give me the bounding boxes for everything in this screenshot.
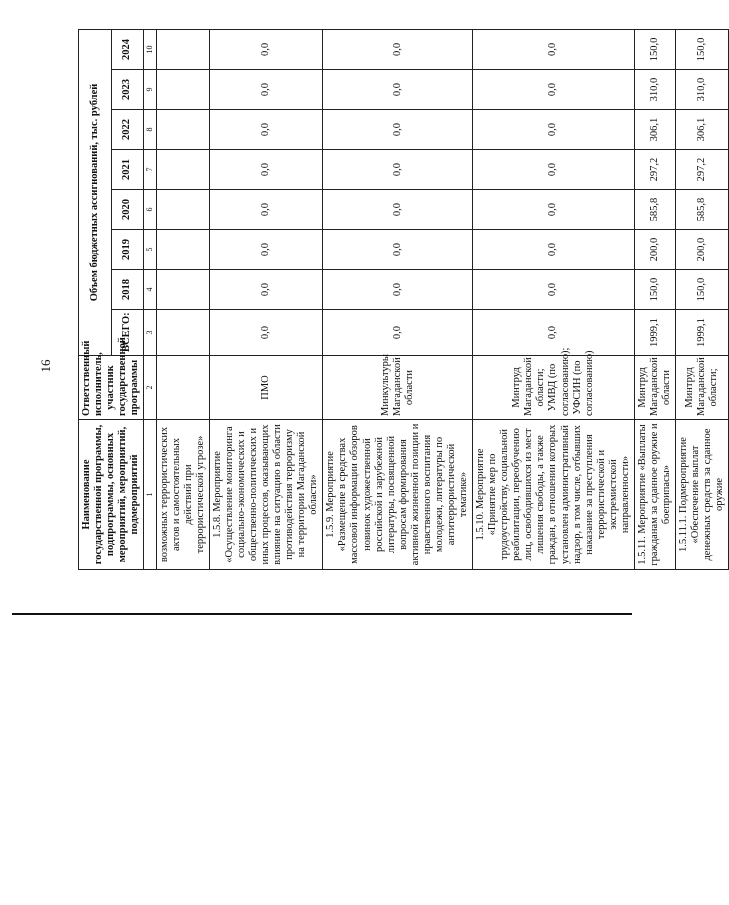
row-name: 1.5.11.1. Подмероприятие «Обеспечение выплат денежных средств за сданное оружие bbox=[676, 420, 729, 570]
row-value: 0,0 bbox=[209, 70, 323, 110]
row-value: 306,1 bbox=[634, 110, 675, 150]
row-executor: Минтруд Магаданской области; УМВД (по согласованию); УФСИН (по согласованию) bbox=[473, 356, 635, 420]
row-value: 0,0 bbox=[323, 230, 473, 270]
header-year: 2018 bbox=[111, 270, 144, 310]
row-name: возможных террористических актов и самостоятельных действий при террористической угрозе» bbox=[156, 420, 209, 570]
table-row bbox=[323, 29, 473, 569]
row-value: 297,2 bbox=[676, 150, 729, 190]
row-name: 1.5.8. Мероприятие «Осуществление мониторинга социально-экономических и общественно-политических и иных процессов, оказывающих влияние на ситуацию в области противодействия терроризму на территории Магаданской области» bbox=[209, 420, 323, 570]
row-value: 0,0 bbox=[209, 270, 323, 310]
row-value: 0,0 bbox=[323, 270, 473, 310]
header-year: 2019 bbox=[111, 230, 144, 270]
header-total: ВСЕГО: bbox=[111, 310, 144, 356]
row-value: 0,0 bbox=[209, 230, 323, 270]
row-value: 297,2 bbox=[634, 150, 675, 190]
budget-table bbox=[78, 29, 729, 570]
column-index: 2 bbox=[144, 356, 156, 420]
row-value: 0,0 bbox=[209, 190, 323, 230]
table-row bbox=[676, 29, 729, 569]
row-value: 0,0 bbox=[209, 310, 323, 356]
row-value: 0,0 bbox=[209, 150, 323, 190]
row-value: 0,0 bbox=[473, 110, 635, 150]
row-value: 200,0 bbox=[634, 230, 675, 270]
row-value: 0,0 bbox=[323, 70, 473, 110]
header-row-1 bbox=[79, 29, 112, 569]
divider-line bbox=[12, 613, 632, 615]
row-value: 150,0 bbox=[634, 29, 675, 69]
row-value: 585,8 bbox=[676, 190, 729, 230]
row-value bbox=[156, 190, 209, 230]
row-executor: Минтруд Магаданской области; bbox=[676, 356, 729, 420]
table-row bbox=[156, 29, 209, 569]
row-value: 0,0 bbox=[473, 310, 635, 356]
page-number: 16 bbox=[38, 359, 53, 373]
column-index: 6 bbox=[144, 190, 156, 230]
row-value: 200,0 bbox=[676, 230, 729, 270]
row-value: 306,1 bbox=[676, 110, 729, 150]
header-year: 2021 bbox=[111, 150, 144, 190]
row-value: 0,0 bbox=[323, 29, 473, 69]
column-index: 1 bbox=[144, 420, 156, 570]
column-index: 9 bbox=[144, 70, 156, 110]
column-index-row bbox=[144, 29, 156, 569]
column-index: 8 bbox=[144, 110, 156, 150]
row-value: 585,8 bbox=[634, 190, 675, 230]
row-value bbox=[156, 150, 209, 190]
table-row bbox=[473, 29, 635, 569]
header-year: 2023 bbox=[111, 70, 144, 110]
row-value: 0,0 bbox=[209, 110, 323, 150]
column-index: 10 bbox=[144, 29, 156, 69]
row-executor: ПМО bbox=[209, 356, 323, 420]
table-row bbox=[209, 29, 323, 569]
header-name: Наименование государственной программы, подпрограммы, основных мероприятий, мероприятий, подмероприятий bbox=[79, 420, 144, 570]
row-value: 1999,1 bbox=[634, 310, 675, 356]
row-value: 0,0 bbox=[473, 190, 635, 230]
row-value: 0,0 bbox=[209, 29, 323, 69]
row-name: 1.5.11. Мероприятие «Выплаты гражданам за сданное оружие и боеприпасы» bbox=[634, 420, 675, 570]
column-index: 4 bbox=[144, 270, 156, 310]
row-value: 0,0 bbox=[323, 190, 473, 230]
row-value: 0,0 bbox=[473, 230, 635, 270]
column-index: 5 bbox=[144, 230, 156, 270]
row-value: 0,0 bbox=[473, 270, 635, 310]
row-name: 1.5.9. Мероприятие «Размещение в средствах массовой информации обзоров новинок художественной российской и зарубежной литературы, посвященной вопросам формирования активной жизненной позиции и нравственного воспитания молодежи, литературы по антитеррористической тематике» bbox=[323, 420, 473, 570]
column-index: 7 bbox=[144, 150, 156, 190]
row-value: 150,0 bbox=[676, 270, 729, 310]
row-value: 150,0 bbox=[634, 270, 675, 310]
row-value: 0,0 bbox=[473, 150, 635, 190]
row-value: 0,0 bbox=[323, 310, 473, 356]
row-value: 150,0 bbox=[676, 29, 729, 69]
row-value: 0,0 bbox=[473, 70, 635, 110]
row-value: 1999,1 bbox=[676, 310, 729, 356]
row-value bbox=[156, 310, 209, 356]
header-year: 2020 bbox=[111, 190, 144, 230]
row-value bbox=[156, 110, 209, 150]
row-executor bbox=[156, 356, 209, 420]
header-year: 2024 bbox=[111, 29, 144, 69]
row-executor: Минкультуры Магаданской области bbox=[323, 356, 473, 420]
row-value bbox=[156, 230, 209, 270]
row-value: 0,0 bbox=[323, 110, 473, 150]
table-row bbox=[634, 29, 675, 569]
row-name: 1.5.10. Мероприятие «Принятие мер по трудоустройству, социальной реабилитации, переобучению лиц, освободившихся из мест лишения свободы, а также граждан, в отношении которых установлен административный надзор, в том числе, отбывших наказание за преступления террористической и экстремистской направленности» bbox=[473, 420, 635, 570]
row-value: 0,0 bbox=[323, 150, 473, 190]
header-funding: Объем бюджетных ассигнований, тыс. рублей bbox=[79, 29, 112, 355]
row-value bbox=[156, 270, 209, 310]
row-value bbox=[156, 29, 209, 69]
budget-table-rotated bbox=[78, 30, 726, 570]
header-year: 2022 bbox=[111, 110, 144, 150]
row-value: 310,0 bbox=[676, 70, 729, 110]
row-executor: Минтруд Магаданской области bbox=[634, 356, 675, 420]
row-value: 0,0 bbox=[473, 29, 635, 69]
column-index: 3 bbox=[144, 310, 156, 356]
row-value bbox=[156, 70, 209, 110]
header-executor: Ответственный исполнитель, участник государственной программы bbox=[79, 356, 144, 420]
row-value: 310,0 bbox=[634, 70, 675, 110]
